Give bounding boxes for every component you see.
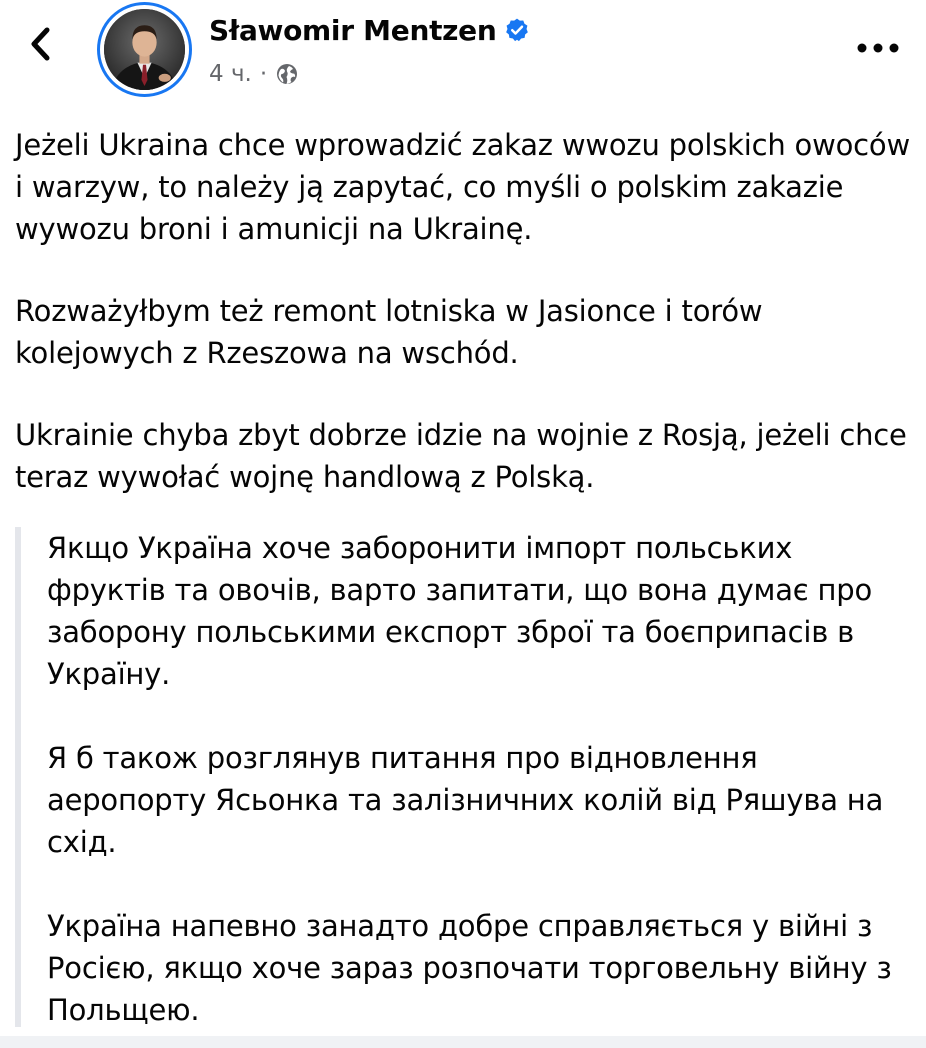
verified-badge-icon	[504, 17, 530, 43]
quote-paragraph: Я б також розглянув питання про відновлення аеропорту Ясьонка та залізничних колій від Ряшува на схід.	[47, 741, 884, 859]
quote-paragraph: Україна напевно занадто добре справляється у війні з Росією, якщо хоче зараз розпочати торговельну війну з Польщею.	[47, 909, 892, 1027]
globe-icon[interactable]	[275, 62, 299, 86]
post-meta	[209, 58, 299, 90]
quote-paragraph: Якщо Україна хоче заборонити імпорт польських фруктів та овочів, варто запитати, що вона думає про заборону польськими експорт зброї та боєприпасів в Україну.	[47, 531, 873, 691]
translation-quote	[15, 527, 910, 1027]
more-options-button[interactable]	[850, 30, 906, 66]
author-name[interactable]: Sławomir Mentzen	[209, 13, 497, 47]
meta-separator: ·	[259, 61, 268, 87]
back-button[interactable]	[16, 20, 64, 68]
post-text	[15, 124, 910, 498]
post-paragraph: Ukrainie chyba zbyt dobrze idzie na wojnie z Rosją, jeżeli chce teraz wywołać wojnę handlową z Polską.	[15, 418, 907, 494]
post-paragraph: Rozważyłbym też remont lotniska w Jasionce i torów kolejowych z Rzeszowa na wschód.	[15, 294, 763, 370]
avatar[interactable]	[104, 9, 185, 90]
post-paragraph: Jeżeli Ukraina chce wprowadzić zakaz wwozu polskich owoców i warzyw, to należy ją zapytać, co myśli o polskim zakazie wywozu broni i amunicji na Ukrainę.	[15, 128, 910, 246]
profile-photo-icon	[104, 9, 185, 90]
feed-divider	[0, 1036, 926, 1048]
timestamp[interactable]: 4 ч.	[209, 61, 252, 87]
author-row	[209, 10, 530, 50]
post-header	[0, 0, 926, 110]
more-horizontal-icon	[856, 43, 900, 53]
chevron-left-icon	[27, 26, 53, 62]
story-ring[interactable]	[97, 2, 192, 97]
